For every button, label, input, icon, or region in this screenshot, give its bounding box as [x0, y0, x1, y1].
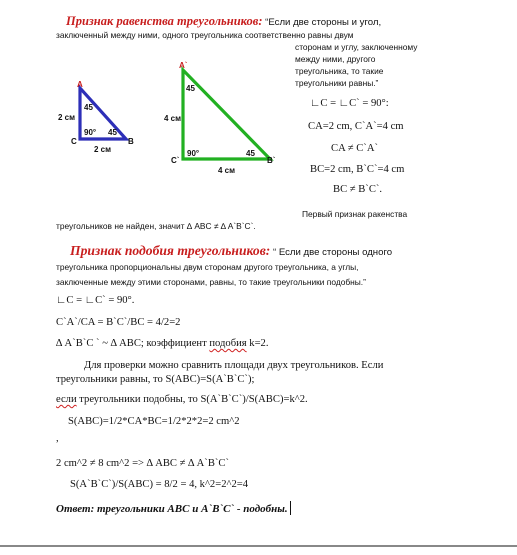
section1-intro-line5: треугольника, то такие: [295, 66, 384, 76]
large-angle-c: 90°: [187, 149, 200, 158]
section2-para2: [56, 394, 308, 405]
section2-eq5: 2 cm^2 ≠ 8 cm^2 => ∆ ABC ≠ ∆ A`B`C`: [56, 458, 230, 469]
small-angle-b: 45: [108, 128, 117, 137]
section2-intro-line2: треугольника пропорциональны двум сторонам другого треугольника, а углы,: [56, 262, 359, 272]
section1-eq2: CA=2 cm, C`A`=4 cm: [308, 121, 404, 132]
section1-conclusion-line1: Первый признак ракенства: [302, 209, 408, 219]
section2-eq3: [56, 338, 269, 349]
small-vertex-b: B: [128, 137, 134, 146]
large-angle-b: 45: [246, 149, 255, 158]
small-side-ac: 2 см: [58, 113, 76, 122]
section1-eq5: BC ≠ B`C`.: [333, 184, 383, 195]
section1-intro-line1: “Если две стороны и угол,: [262, 17, 382, 28]
section2-intro-line3: заключенные между этими сторонами, равны, то такие треугольники подобны.”: [56, 277, 366, 287]
section2-eq3-word: подобия: [209, 338, 247, 349]
section1-title: Признак равенства треугольников:: [66, 14, 263, 28]
text-cursor: [290, 501, 291, 515]
section2-para2-word: если: [56, 394, 77, 405]
section2-para1-line2: треугольники равны, то S(ABC)=S(A`B`C`);: [56, 374, 255, 385]
section2-eq6: S(A`B`C`)/S(ABC) = 8/2 = 4, k^2=2^2=4: [70, 479, 249, 490]
section2-eq3-post: k=2.: [246, 338, 269, 349]
section1-intro-line3: сторонам и углу, заключенному: [295, 42, 418, 52]
section2-answer: Ответ: треугольники ABC и A`B`C` - подобны.: [56, 503, 288, 515]
section1-title-line: [66, 12, 381, 30]
section1-conclusion-line2: треугольников не найден, значит ∆ ABC ≠ ∆ A`B`C`.: [56, 221, 256, 231]
section2-para1-line1: Для проверки можно сравнить площади двух треугольников. Если: [84, 360, 384, 371]
page-bottom-border: [0, 545, 517, 547]
large-vertex-a: A`: [179, 61, 188, 70]
section2-title: Признак подобия треугольников:: [70, 243, 271, 258]
section2-answer-line: [56, 499, 291, 517]
small-side-cb: 2 см: [94, 145, 112, 153]
section2-intro-line1: “ Если две стороны одного: [270, 247, 393, 258]
section2-eq2: C`A`/CA = B`C`/BC = 4/2=2: [56, 317, 181, 328]
section1-eq3: CA ≠ C`A`: [331, 143, 379, 154]
large-vertex-b: B`: [267, 156, 276, 165]
section2-para2-post: треугольники подобны, то S(A`B`C`)/S(ABC)=k^2.: [76, 394, 308, 405]
section2-eq1: ∟C = ∟C` = 90°.: [56, 295, 135, 306]
small-triangle-figure: [52, 78, 142, 153]
small-vertex-c: C: [71, 137, 77, 146]
large-triangle: [183, 70, 270, 159]
large-side-ac: 4 см: [164, 114, 182, 123]
section1-intro-line2: заключенный между ними, одного треугольника соответственно равны двум: [56, 30, 354, 40]
section2-comma: ,: [56, 433, 59, 444]
section2-title-line: [70, 242, 392, 260]
large-side-cb: 4 см: [218, 166, 236, 175]
section2-eq3-pre: ∆ A`B`C ` ~ ∆ ABC; коэффициент: [56, 338, 210, 349]
large-triangle-figure: [162, 58, 287, 178]
small-angle-a: 45: [84, 103, 93, 112]
section1-intro-line4: между ними, другого: [295, 54, 376, 64]
small-angle-c: 90°: [84, 128, 97, 137]
small-vertex-a: A: [77, 80, 83, 89]
section1-intro-line6: треугольники равны.”: [295, 78, 379, 88]
large-vertex-c: C`: [171, 156, 180, 165]
section2-eq4: S(ABC)=1/2*CA*BC=1/2*2*2=2 cm^2: [68, 416, 240, 427]
large-angle-a: 45: [186, 84, 195, 93]
section1-eq1: ∟C = ∟C` = 90°:: [310, 98, 389, 109]
section1-eq4: BC=2 cm, B`C`=4 cm: [310, 164, 405, 175]
